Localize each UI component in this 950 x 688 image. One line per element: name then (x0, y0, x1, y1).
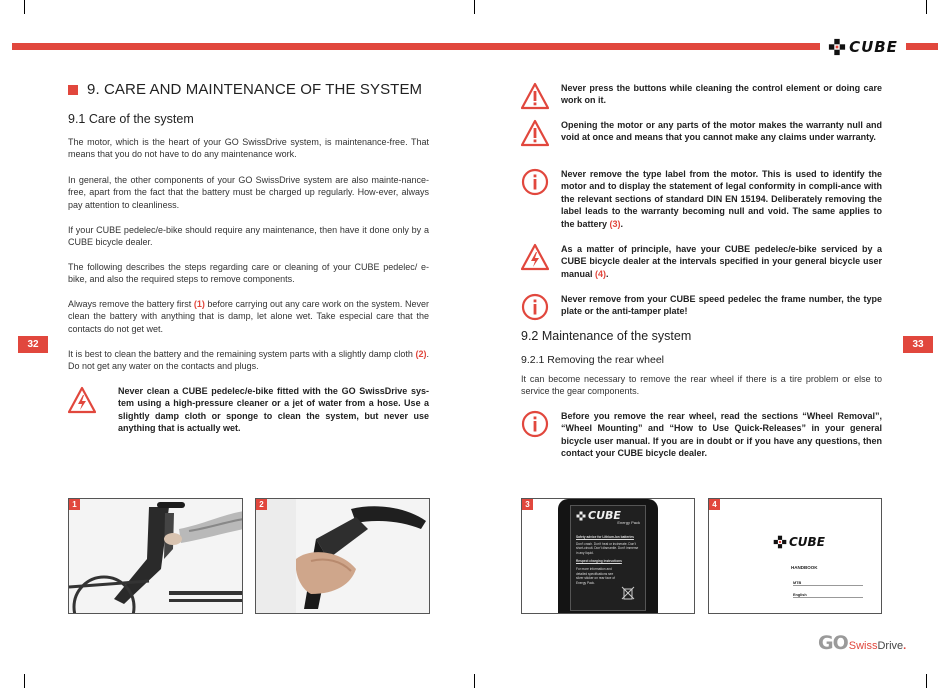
electrical-hazard-icon (68, 386, 96, 414)
info-icon (521, 168, 549, 196)
section-heading (68, 81, 422, 98)
handbook-title: HANDBOOK (791, 565, 818, 570)
handbook-brand: CUBE (789, 535, 825, 549)
label-brand: CUBE (588, 509, 621, 522)
page-number-left: 32 (18, 336, 48, 353)
section-title: 9. CARE AND MAINTENANCE OF THE SYSTEM (87, 81, 423, 98)
paragraph-text: Always remove the battery first (68, 299, 194, 309)
logo-drive-text: Drive (877, 640, 904, 652)
info-icon (521, 410, 549, 438)
warning-text: Never press the buttons while cleaning the control element or doing care work on it. (561, 83, 882, 106)
handbook-cover (709, 499, 882, 614)
info-text (561, 168, 882, 230)
info-note (521, 410, 882, 460)
warning-note (521, 243, 882, 280)
subsubsection-title: 9.2.1 Removing the rear wheel (521, 354, 664, 366)
cube-logo-mark-icon (576, 511, 586, 521)
cube-logo-mark-icon (773, 535, 787, 549)
note-text: As a matter of principle, have your CUBE pedelec/e-bike serviced by a CUBE bicycle dealer at the intervals specified in your general bicycle user manual (561, 244, 882, 279)
battery-photo (558, 499, 658, 614)
label-line: For more information and detailed specifications see silver sticker on rear face of Energy Pack. (576, 567, 615, 585)
handbook-line (793, 581, 863, 586)
cube-logo (820, 36, 906, 58)
figure-3 (521, 498, 695, 614)
subsection-title: 9.1 Care of the system (68, 112, 194, 126)
info-text: Never remove from your CUBE speed pedelec the frame number, the type plate or the anti-tamper plate! (561, 294, 882, 317)
page-number-right: 33 (903, 336, 933, 353)
figure-number: 1 (69, 499, 80, 510)
go-mark: GO (818, 632, 848, 654)
paragraph-text: . Do not get any water on the contacts and plugs. (68, 349, 429, 372)
figure-reference: (2) (415, 349, 427, 359)
figure-reference: (4) (595, 268, 607, 279)
battery-type-label (570, 505, 646, 611)
logo-dot: . (903, 640, 907, 652)
logo-swiss-text: Swiss (848, 640, 878, 652)
label-line: Safety advice for Lithium-Ion batteries (576, 535, 634, 540)
paragraph (68, 348, 429, 373)
crop-mark (926, 0, 927, 14)
cube-logo-text: CUBE (849, 38, 898, 56)
figure-number: 2 (256, 499, 267, 510)
paragraph (68, 298, 429, 335)
crop-mark (24, 0, 25, 14)
info-text: Before you remove the rear wheel, read the sections “Wheel Removal”, “Wheel Mounting” and “How to Use Quick-Releases” in your general bicycle user manual. If you are in doubt or if you have any questions, then contact your CUBE bicycle dealer. (561, 411, 882, 459)
warning-text: Never clean a CUBE pedelec/e-bike fitted with the GO SwissDrive sys-tem using a high-pressure cleaner or a jet of water from a hose. Use a slightly damp cloth or sponge to clean the system, but never use anything that is actually wet. (118, 386, 429, 434)
figure-number: 4 (709, 499, 720, 510)
handbook-line-label: English (793, 593, 807, 597)
paragraph: If your CUBE pedelec/e-bike should require any maintenance, then have it done only by a CUBE bicycle dealer. (68, 225, 429, 248)
subsection-title: 9.2 Maintenance of the system (521, 329, 692, 343)
paragraph-text: before carrying out any care work on the system. Never clean the battery with anything that is damp, let alone wet. Take especial care that the contacts do not get wet. (68, 299, 429, 334)
battery-cleaning-photo (256, 499, 430, 614)
info-icon (521, 293, 549, 321)
electrical-hazard-icon (521, 243, 549, 271)
note-text: . (606, 268, 609, 279)
warning-triangle-icon (521, 82, 549, 110)
crop-mark (926, 674, 927, 688)
figure-2 (255, 498, 430, 614)
label-line: Don't crash. Don't heat or incinerate. Don't short-circuit. Don't dismantle. Don't immerse in any liquid. (576, 541, 639, 555)
handbook-line-label: MTB (793, 581, 802, 585)
info-note (521, 168, 882, 230)
note-text: Never remove the type label from the motor. This is used to identify the motor and to display the statement of legal conformity in compli-ance with the relevant sections of standard DIN EN 15194. Deliberately removing the label leads to the warranty becoming null and void. The same applies to the battery (561, 169, 882, 229)
recycle-bin-icon (621, 586, 635, 600)
crop-mark (24, 674, 25, 688)
figure-1 (68, 498, 243, 614)
paragraph: The motor, which is the heart of your GO SwissDrive system, is maintenance-free. That means that you do not have to do any maintenance work. (68, 137, 429, 160)
bike-battery-removal-photo (69, 499, 243, 614)
figure-reference: (1) (193, 299, 205, 309)
label-sub: Energy Pack (617, 520, 640, 525)
warning-text (561, 243, 882, 280)
figure-number: 3 (522, 499, 533, 510)
go-swissdrive-logo (818, 632, 906, 654)
figure-reference: (3) (609, 218, 621, 229)
heading-marker (68, 85, 78, 95)
handbook-logo (773, 535, 825, 549)
crop-mark (474, 674, 475, 688)
label-line: Respect charging instructions (576, 559, 622, 564)
header-accent-bar (12, 43, 938, 50)
warning-triangle-icon (521, 119, 549, 147)
crop-mark (474, 0, 475, 14)
paragraph-text: It is best to clean the battery and the remaining system parts with a slightly damp cloth (68, 349, 416, 359)
handbook-line (793, 593, 863, 598)
warning-text: Opening the motor or any parts of the motor makes the warranty null and void at once and means that you cannot make any claims under warranty. (561, 120, 882, 143)
cube-logo-mark-icon (828, 38, 846, 56)
figure-4 (708, 498, 882, 614)
paragraph: The following describes the steps regarding care or cleaning of your CUBE pedelec/ e-bike, and also the required steps to remove components. (68, 262, 429, 285)
warning-note (68, 385, 429, 435)
warning-note (521, 119, 882, 147)
paragraph: It can become necessary to remove the rear wheel if there is a tire problem or else to service the gear components. (521, 374, 882, 397)
warning-note (521, 82, 882, 110)
paragraph: In general, the other components of your GO SwissDrive system are also mainte-nance-free, apart from the fact that the battery must be charged up regularly. How-ever, always pay attention to cleanliness. (68, 175, 429, 210)
note-text: . (620, 218, 624, 229)
info-note (521, 293, 882, 321)
